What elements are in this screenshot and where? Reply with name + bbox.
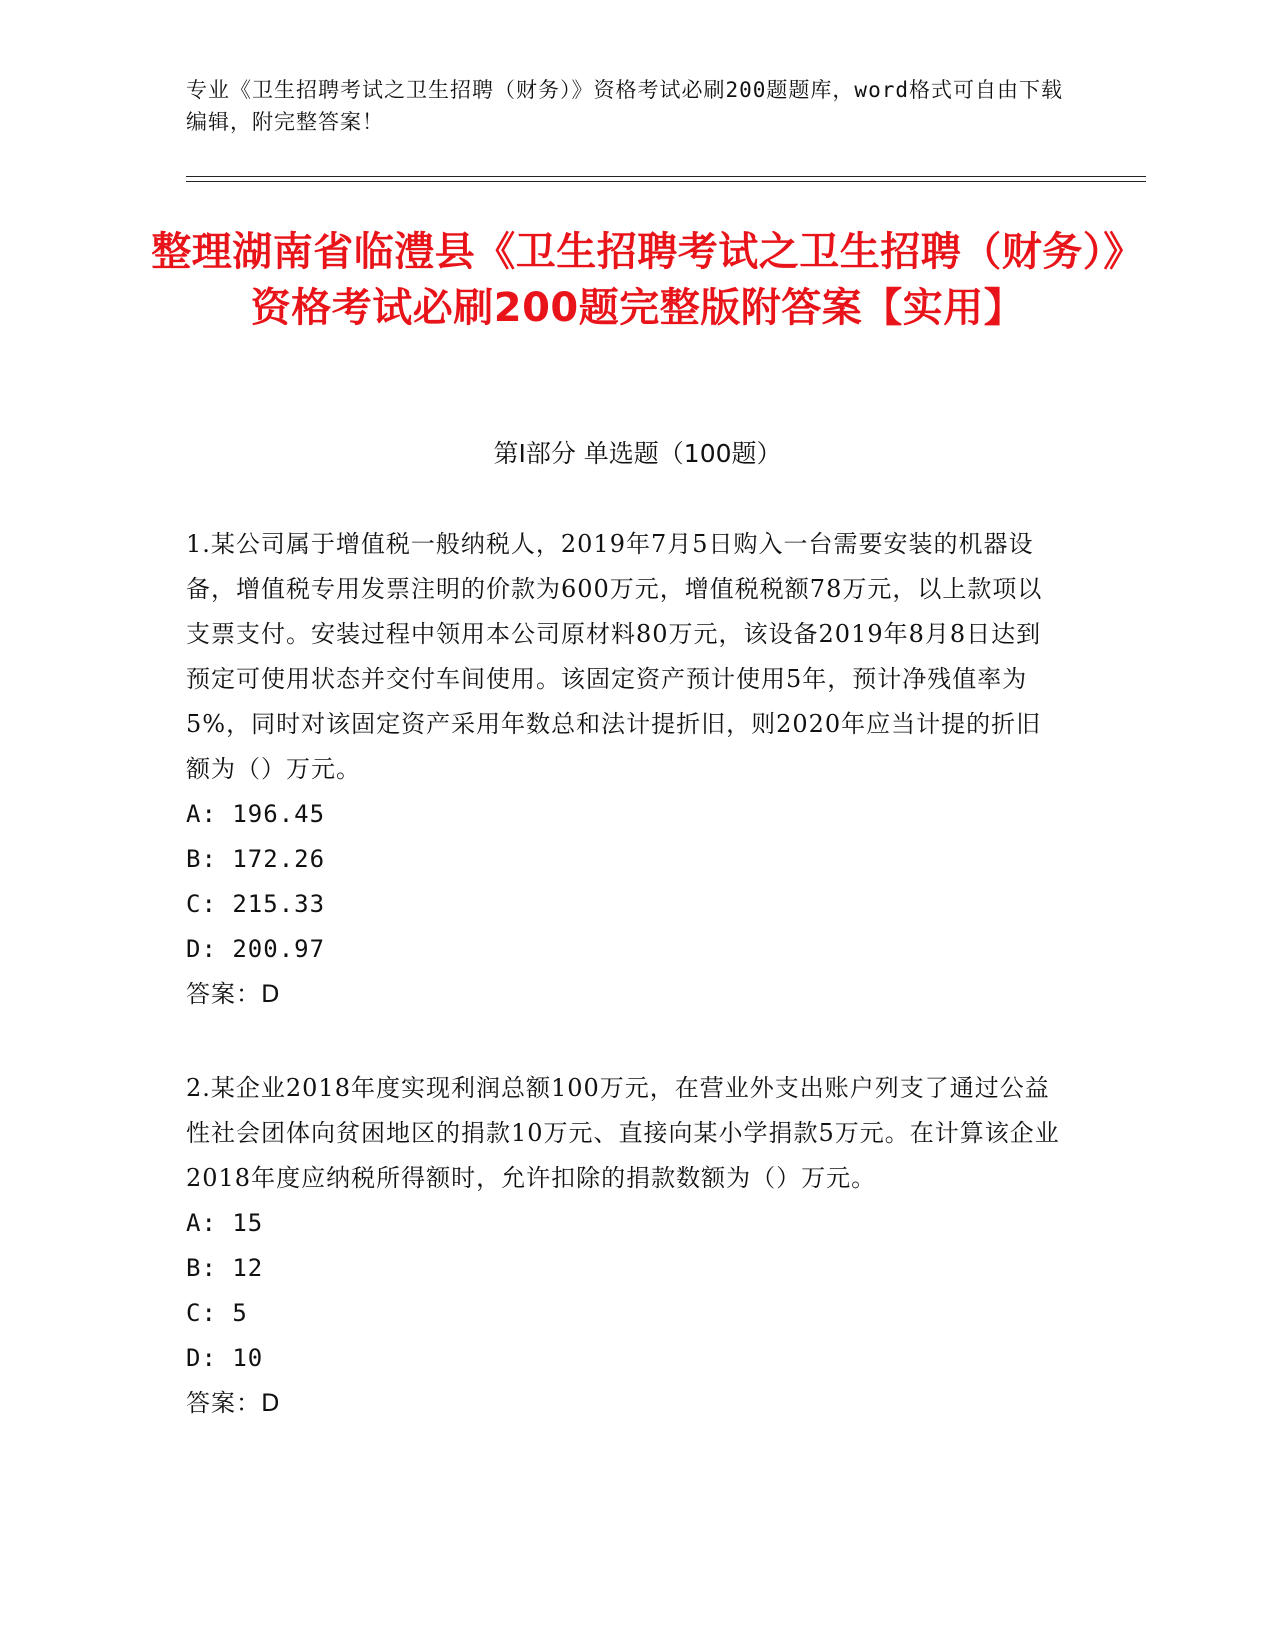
option-d: D: 10 bbox=[186, 1344, 264, 1372]
answer-line: 答案：D bbox=[186, 980, 281, 1008]
option-b: B: 12 bbox=[186, 1254, 264, 1282]
option-a: A: 196.45 bbox=[186, 800, 326, 828]
document-title: 整理湖南省临澧县《卫生招聘考试之卫生招聘（财务）》资格考试必刷200题完整版附答案【实用】 bbox=[151, 229, 1124, 331]
option-c: C: 5 bbox=[186, 1299, 248, 1327]
question-text: 1.某公司属于增值税一般纳税人，2019年7月5日购入一台需要安装的机器设备，增值税专用发票注明的价款为600万元，增值税税额78万元，以上款项以支票支付。安装过程中领用本公司原材料80万元，该设备2019年8月8日达到预定可使用状态并交付车间使用。该固定资产预计使用5年，预计净残值率为5%，同时对该固定资产采用年数总和法计提折旧，则2020年应当计提的折旧额为（）万元。 bbox=[186, 530, 1043, 783]
question-1 bbox=[186, 522, 1066, 1017]
answer-line: 答案：D bbox=[186, 1389, 281, 1417]
question-2 bbox=[186, 1066, 1066, 1426]
question-text: 2.某企业2018年度实现利润总额100万元，在营业外支出账户列支了通过公益性社会团体向贫困地区的捐款10万元、直接向某小学捐款5万元。在计算该企业2018年度应纳税所得额时，允许扣除的捐款数额为（）万元。 bbox=[186, 1074, 1060, 1192]
option-d: D: 200.97 bbox=[186, 935, 326, 963]
header-divider-top bbox=[186, 176, 1146, 177]
option-a: A: 15 bbox=[186, 1209, 264, 1237]
section-title: 第Ⅰ部分 单选题（100题） bbox=[493, 439, 782, 468]
header-note: 专业《卫生招聘考试之卫生招聘（财务）》资格考试必刷200题题库，word格式可自由下载编辑，附完整答案！ bbox=[186, 78, 1063, 134]
option-b: B: 172.26 bbox=[186, 845, 326, 873]
option-c: C: 215.33 bbox=[186, 890, 326, 918]
header-divider-bottom bbox=[186, 181, 1146, 182]
